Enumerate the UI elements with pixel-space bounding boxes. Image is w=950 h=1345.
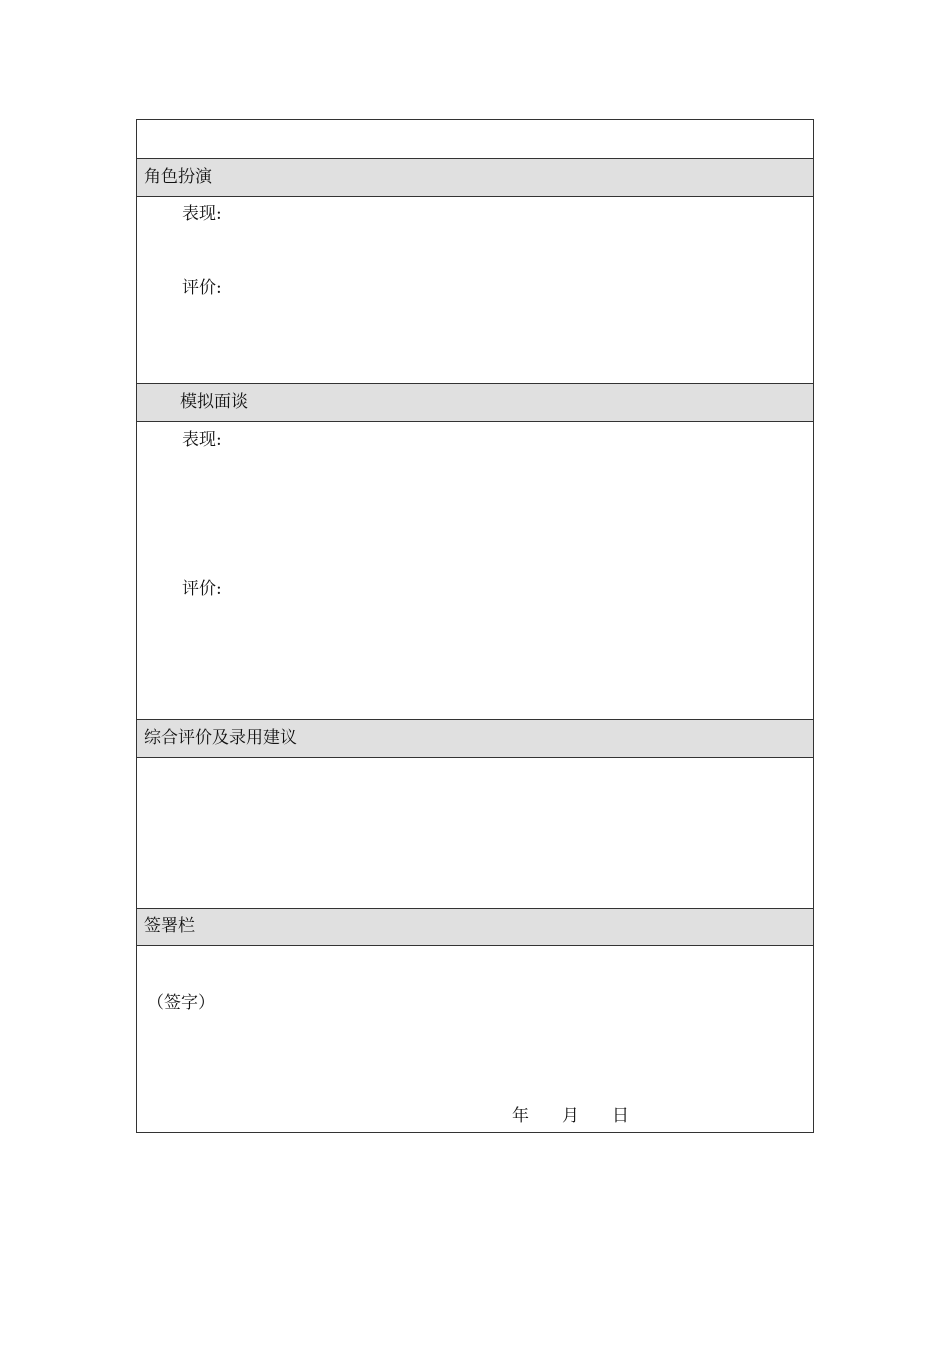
month-label: 月 [562, 1106, 579, 1126]
mock-interview-performance-label: 表现: [182, 430, 222, 450]
role-play-evaluation-label: 评价: [182, 278, 222, 298]
role-play-body [137, 197, 813, 383]
mock-interview-body [137, 422, 813, 719]
day-label: 日 [612, 1106, 629, 1126]
sign-label: （签字） [147, 993, 215, 1013]
overall-body [137, 758, 813, 908]
overall-heading: 综合评价及录用建议 [144, 728, 297, 748]
role-play-performance-label: 表现: [182, 204, 222, 224]
year-label: 年 [512, 1106, 529, 1126]
role-play-heading: 角色扮演 [144, 167, 212, 187]
overall-header [137, 719, 813, 758]
blank-top-row [137, 120, 813, 158]
mock-interview-evaluation-label: 评价: [182, 579, 222, 599]
mock-interview-heading: 模拟面谈 [180, 392, 248, 412]
mock-interview-header [137, 383, 813, 422]
role-play-header [137, 158, 813, 197]
signature-header [137, 908, 813, 946]
signature-body [137, 946, 813, 1132]
evaluation-form [136, 119, 814, 1133]
signature-heading: 签署栏 [144, 916, 195, 936]
